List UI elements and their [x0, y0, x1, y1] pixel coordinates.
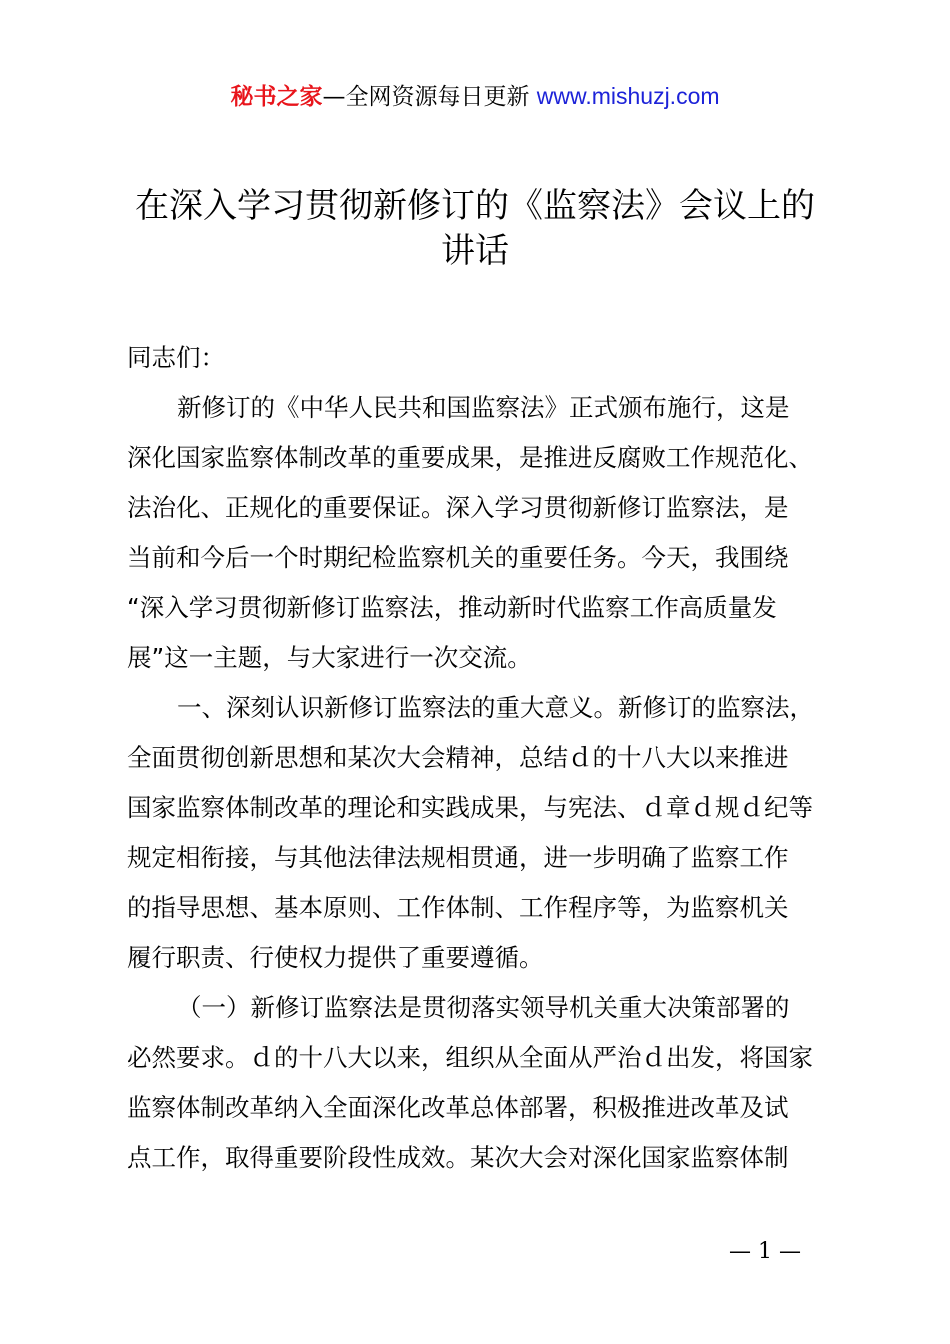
paragraph-line: 国家监察体制改革的理论和实践成果，与宪法、ｄ章ｄ规ｄ纪等 [127, 793, 813, 822]
paragraph-intro [127, 383, 847, 683]
paragraph-line: 点工作，取得重要阶段性成效。某次大会对深化国家监察体制 [127, 1143, 789, 1172]
paragraph-line: （一）新修订监察法是贯彻落实领导机关重大决策部署的 [177, 993, 790, 1022]
brand-name: 秘书之家 [230, 84, 323, 110]
paragraph-line: 展”这一主题，与大家进行一次交流。 [127, 643, 532, 672]
title-line: 讲话 [441, 231, 509, 271]
paragraph-line: 规定相衔接，与其他法律法规相贯通，进一步明确了监察工作 [127, 843, 789, 872]
header-tagline: —全网资源每日更新 [322, 84, 537, 110]
paragraph-line: 履行职责、行使权力提供了重要遵循。 [127, 943, 544, 972]
paragraph-line: 一、深刻认识新修订监察法的重大意义。新修订的监察法， [177, 693, 814, 722]
paragraph-line: 深化国家监察体制改革的重要成果，是推进反腐败工作规范化、 [127, 443, 813, 472]
paragraph-line: 监察体制改革纳入全面深化改革总体部署，积极推进改革及试 [127, 1093, 789, 1122]
salutation: 同志们： [127, 343, 225, 372]
title-line: 在深入学习贯彻新修订的《监察法》会议上的 [135, 186, 815, 226]
document-body [127, 333, 847, 1183]
paragraph-line: “深入学习贯彻新修订监察法，推动新时代监察工作高质量发 [127, 593, 777, 622]
paragraph-line: 的指导思想、基本原则、工作体制、工作程序等，为监察机关 [127, 893, 789, 922]
site-header [0, 80, 950, 113]
document-title [110, 184, 840, 274]
paragraph-line: 法治化、正规化的重要保证。深入学习贯彻新修订监察法，是 [127, 493, 789, 522]
paragraph-section-one [127, 683, 847, 983]
paragraph-subsection-one [127, 983, 847, 1183]
paragraph-line: 新修订的《中华人民共和国监察法》正式颁布施行，这是 [177, 393, 790, 422]
page-number: — 1 — [729, 1239, 801, 1264]
paragraph-line: 当前和今后一个时期纪检监察机关的重要任务。今天，我围绕 [127, 543, 789, 572]
paragraph-line: 全面贯彻创新思想和某次大会精神，总结ｄ的十八大以来推进 [127, 743, 789, 772]
site-url[interactable]: www.mishuzj.com [536, 83, 720, 109]
paragraph-line: 必然要求。ｄ的十八大以来，组织从全面从严治ｄ出发，将国家 [127, 1043, 813, 1072]
